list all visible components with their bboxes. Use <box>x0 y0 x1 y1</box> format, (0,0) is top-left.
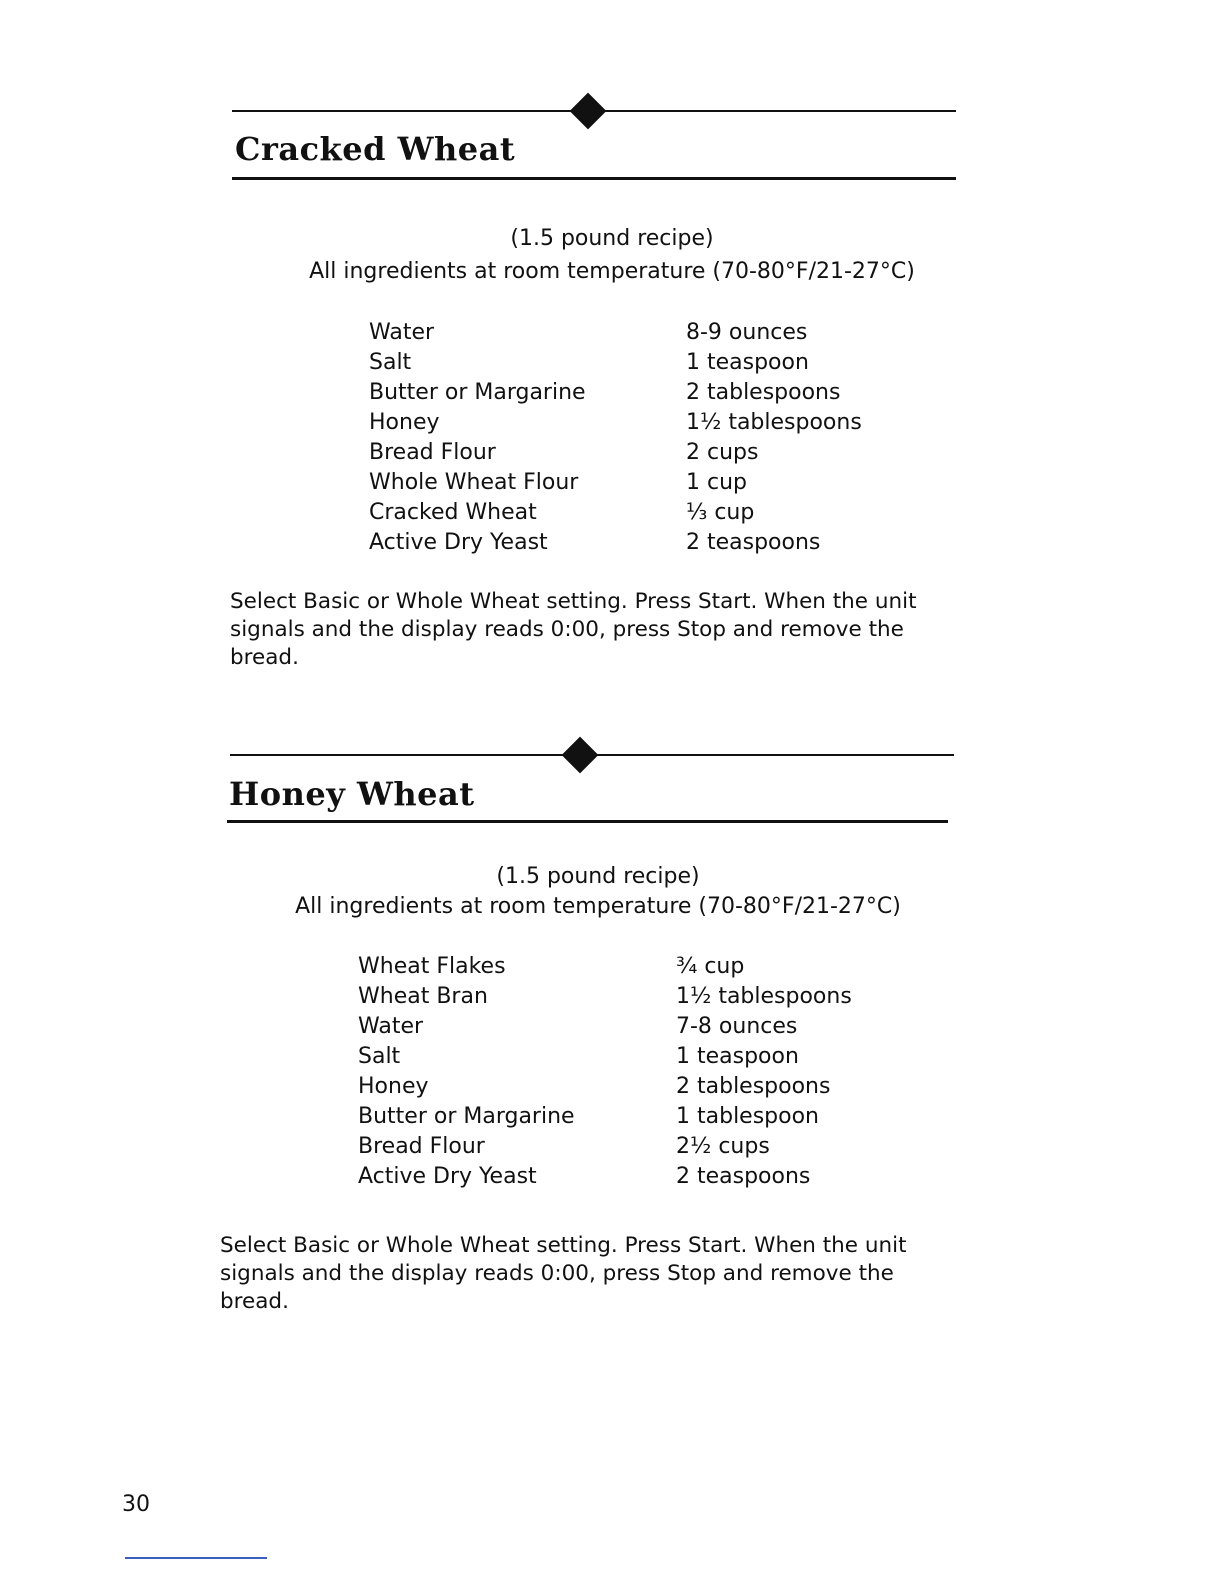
ingredient-amount: 7-8 ounces <box>676 1014 798 1039</box>
page-number: 30 <box>122 1492 150 1517</box>
ingredient-amount: ⅓ cup <box>686 500 755 525</box>
ingredient-row <box>358 982 878 1012</box>
ingredient-name: Wheat Bran <box>358 984 488 1009</box>
recipe-instructions: Select Basic or Whole Wheat setting. Press Start. When the unit signals and the display reads 0:00, press Stop and remove the bread. <box>230 589 917 670</box>
ingredient-row <box>369 318 889 348</box>
recipe-title: Honey Wheat <box>229 775 475 813</box>
ingredient-amount: 2 teaspoons <box>676 1164 811 1189</box>
ingredient-name: Cracked Wheat <box>369 500 537 525</box>
recipe-instructions: Select Basic or Whole Wheat setting. Press Start. When the unit signals and the display reads 0:00, press Stop and remove the bread. <box>220 1233 907 1314</box>
ingredient-name: Water <box>369 320 435 345</box>
ingredient-amount: 1 teaspoon <box>686 350 809 375</box>
ingredient-row <box>358 1162 878 1192</box>
temperature-note: All ingredients at room temperature (70-80°F/21-27°C) <box>295 894 901 919</box>
diamond-ornament-icon <box>570 93 607 130</box>
ingredient-list <box>369 318 889 558</box>
temperature-note: All ingredients at room temperature (70-80°F/21-27°C) <box>309 259 915 284</box>
ingredient-amount: 1 teaspoon <box>676 1044 799 1069</box>
ingredient-amount: 2 cups <box>686 440 759 465</box>
recipe-size: (1.5 pound recipe) <box>496 864 700 889</box>
ingredient-name: Butter or Margarine <box>369 380 586 405</box>
ingredient-row <box>369 408 889 438</box>
ingredient-row <box>358 1012 878 1042</box>
ingredient-name: Bread Flour <box>369 440 496 465</box>
ingredient-row <box>358 952 878 982</box>
ingredient-name: Wheat Flakes <box>358 954 506 979</box>
ingredient-name: Butter or Margarine <box>358 1104 575 1129</box>
ingredient-amount: 2 tablespoons <box>676 1074 831 1099</box>
ingredient-amount: 1 cup <box>686 470 747 495</box>
title-underline <box>227 820 948 823</box>
ingredient-amount: 2½ cups <box>676 1134 770 1159</box>
ingredient-amount: 2 teaspoons <box>686 530 821 555</box>
ingredient-list <box>358 952 878 1192</box>
page-footer-line <box>125 1557 267 1559</box>
diamond-ornament-icon <box>562 737 599 774</box>
ingredient-amount: 2 tablespoons <box>686 380 841 405</box>
ingredient-name: Bread Flour <box>358 1134 485 1159</box>
ingredient-name: Honey <box>358 1074 429 1099</box>
recipe-size: (1.5 pound recipe) <box>510 226 714 251</box>
ingredient-name: Active Dry Yeast <box>369 530 548 555</box>
ingredient-amount: 8-9 ounces <box>686 320 808 345</box>
ingredient-row <box>369 438 889 468</box>
ingredient-name: Whole Wheat Flour <box>369 470 579 495</box>
ingredient-row <box>358 1132 878 1162</box>
ingredient-name: Active Dry Yeast <box>358 1164 537 1189</box>
ingredient-row <box>358 1102 878 1132</box>
ingredient-name: Water <box>358 1014 424 1039</box>
ingredient-amount: 1½ tablespoons <box>686 410 862 435</box>
recipe-title: Cracked Wheat <box>235 130 516 168</box>
ingredient-name: Salt <box>369 350 412 375</box>
ingredient-amount: ¾ cup <box>676 954 745 979</box>
ingredient-row <box>369 378 889 408</box>
ingredient-row <box>358 1042 878 1072</box>
ingredient-row <box>369 498 889 528</box>
ingredient-amount: 1 tablespoon <box>676 1104 819 1129</box>
ingredient-amount: 1½ tablespoons <box>676 984 852 1009</box>
ingredient-row <box>369 468 889 498</box>
ingredient-row <box>369 528 889 558</box>
ingredient-name: Salt <box>358 1044 401 1069</box>
title-underline <box>232 177 956 180</box>
ingredient-name: Honey <box>369 410 440 435</box>
ingredient-row <box>358 1072 878 1102</box>
ingredient-row <box>369 348 889 378</box>
